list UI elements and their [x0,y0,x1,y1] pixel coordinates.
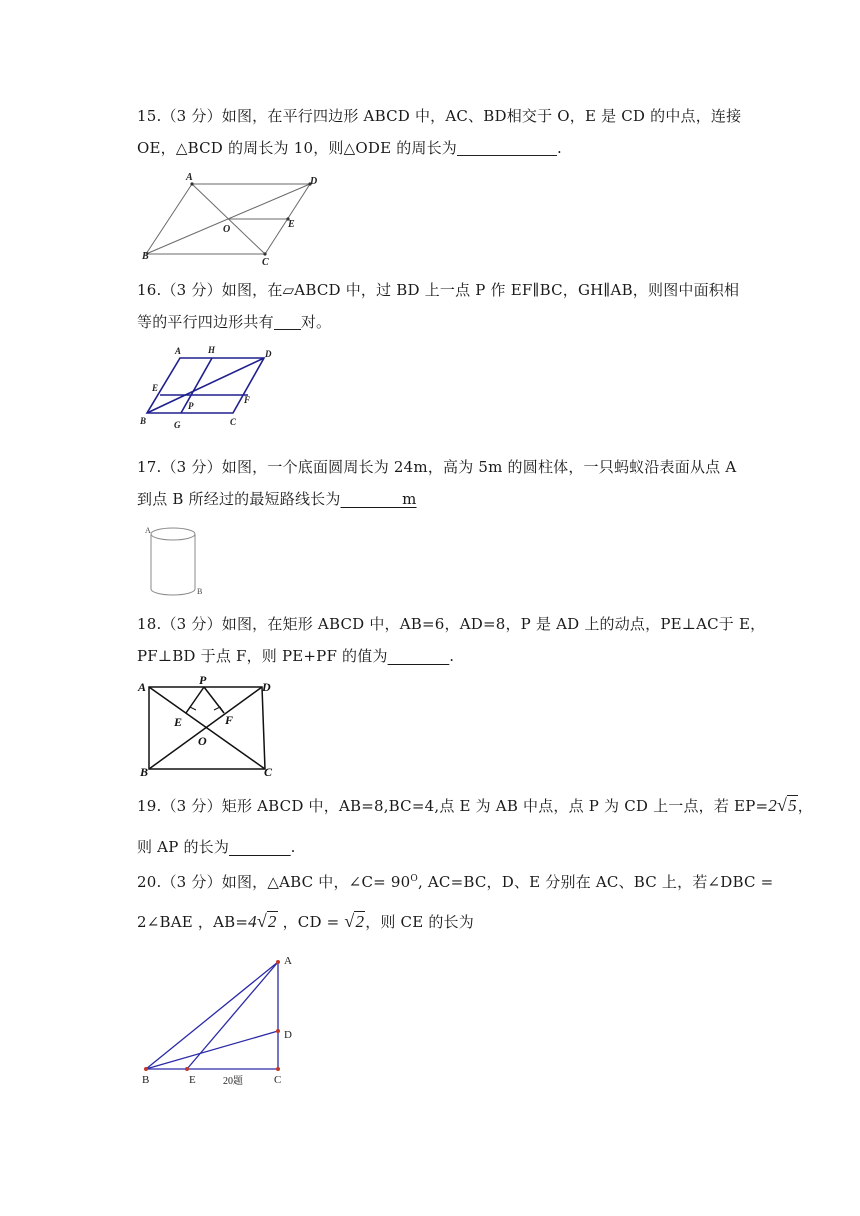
q15-line1 [137,105,742,126]
q18-label-B: B [140,765,149,779]
q19-answer-blank[interactable]: ________ [229,838,291,856]
q17-label-A: A [145,526,151,535]
q20-line2 [137,911,474,932]
q20-label-C: C [274,1074,282,1086]
q18-text1: 18.（3 分）如图，在矩形 ABCD 中，AB=6，AD=8，P 是 AD 上的动点，PE⊥AC [137,615,719,633]
q15-label-A: A [186,172,193,183]
q17-label-B: B [197,587,203,596]
q18-label-A: A [138,680,147,694]
q18-text2: PF⊥BD 于点 F，则 PE+PF 的值为 [137,647,388,665]
q18-label-C: C [264,765,273,779]
q16-label-D: D [265,349,272,359]
q16-answer-blank[interactable] [274,314,301,330]
q19-text1: 19.（3 分）矩形 ABCD 中，AB=8,BC=4,点 E 为 AB 中点，点 P 为 CD 上一点，若 EP= [137,797,769,815]
q15-text: OE，△BCD 的周长为 10，则△ODE 的周长为 [137,139,457,157]
q19-coef: 2 [768,796,777,815]
q19-line1 [137,795,813,816]
q15-line1-part2: 相交于 O，E 是 CD 的中点，连接 [506,107,742,125]
q16-figure [138,343,288,433]
q16-label-E: E [152,383,159,393]
q20-label-B: B [142,1074,150,1086]
q16-label-H: H [208,345,216,355]
q17-line1 [137,456,736,477]
q18-answer-blank[interactable]: ________ [387,647,450,665]
q16-label-P: P [188,401,194,411]
q16-label-B: B [140,416,147,426]
q20-text2b: ，CD = [282,913,340,931]
q20-cd-sqrt: √2 [344,911,365,931]
q16-line1 [137,279,739,300]
q15-label-D: D [310,176,318,187]
q17-cylinder-figure [138,520,208,600]
q20-line1 [137,871,773,892]
q15-label-E: E [288,219,295,230]
q18-figure [138,672,288,782]
q16-label-F: F [244,395,251,405]
q20-ab-radicand: 2 [267,912,277,931]
q15-line1-part1: 15.（3 分）如图，在平行四边形 ABCD 中，AC、BD [137,107,507,125]
q16-text1: 16.（3 分）如图，在▱ABCD 中，过 BD 上一点 P 作 EF∥BC，GH∥AB，则图中面积相 [137,281,740,299]
q16-label-A: A [175,346,182,356]
q19-sqrt: √5 [776,795,797,815]
q19-line2 [137,836,296,857]
q18-label-P: P [199,673,207,687]
q18-text1b: 于 E， [718,615,766,633]
q15-label-C: C [262,257,269,268]
q20-degree: O [410,874,418,884]
q20-figure [138,950,308,1090]
q15-period: . [557,139,562,157]
q15-answer-blank[interactable] [457,140,557,156]
q15-line2 [137,137,562,158]
q19-text2: 则 AP 的长为 [137,838,230,856]
q20-text1a: 20.（3 分）如图，△ABC 中，∠C= 90 [137,873,411,891]
q20-label-D: D [284,1029,292,1041]
q17-text2: 到点 B 所经过的最短路线长为 [137,490,341,508]
q18-period: . [449,647,455,665]
q16-label-C: C [230,417,237,427]
q18-label-F: F [225,713,234,727]
q20-text2a: 2∠BAE ，AB= [137,913,249,931]
q20-text1b: , AC=BC，D、E 分别在 AC、BC 上，若∠DBC = [417,873,774,891]
q20-label-A: A [284,955,292,967]
q18-label-D: D [262,680,271,694]
q16-label-G: G [174,420,181,430]
q20-ab-coef: 4 [248,912,257,931]
q18-label-E: E [174,715,183,729]
q16-text2: 等的平行四边形共有 [137,313,274,331]
q16-text3: 对。 [300,313,332,331]
q20-text2c: ，则 CE 的长为 [365,913,474,931]
q20-ab-sqrt: √2 [256,911,277,931]
q19-radicand: 5 [788,796,797,815]
q18-line1 [137,613,766,634]
q18-label-O: O [198,734,207,748]
q15-label-B: B [142,251,149,262]
q15-label-O: O [223,224,231,235]
q17-text1: 17.（3 分）如图，一个底面圆周长为 24m，高为 5m 的圆柱体，一只蚂蚁沿表面从点 A [137,458,737,476]
q20-caption: 20题 [223,1076,243,1087]
q16-line2 [137,311,331,332]
q19-period: . [290,838,296,856]
q20-label-E: E [189,1074,196,1086]
q18-line2 [137,645,454,666]
q15-figure [138,170,338,270]
q19-comma: ， [797,797,813,815]
q17-answer-blank[interactable]: ________m [340,490,417,508]
q20-cd-radicand: 2 [355,912,365,931]
q17-line2 [137,488,417,509]
